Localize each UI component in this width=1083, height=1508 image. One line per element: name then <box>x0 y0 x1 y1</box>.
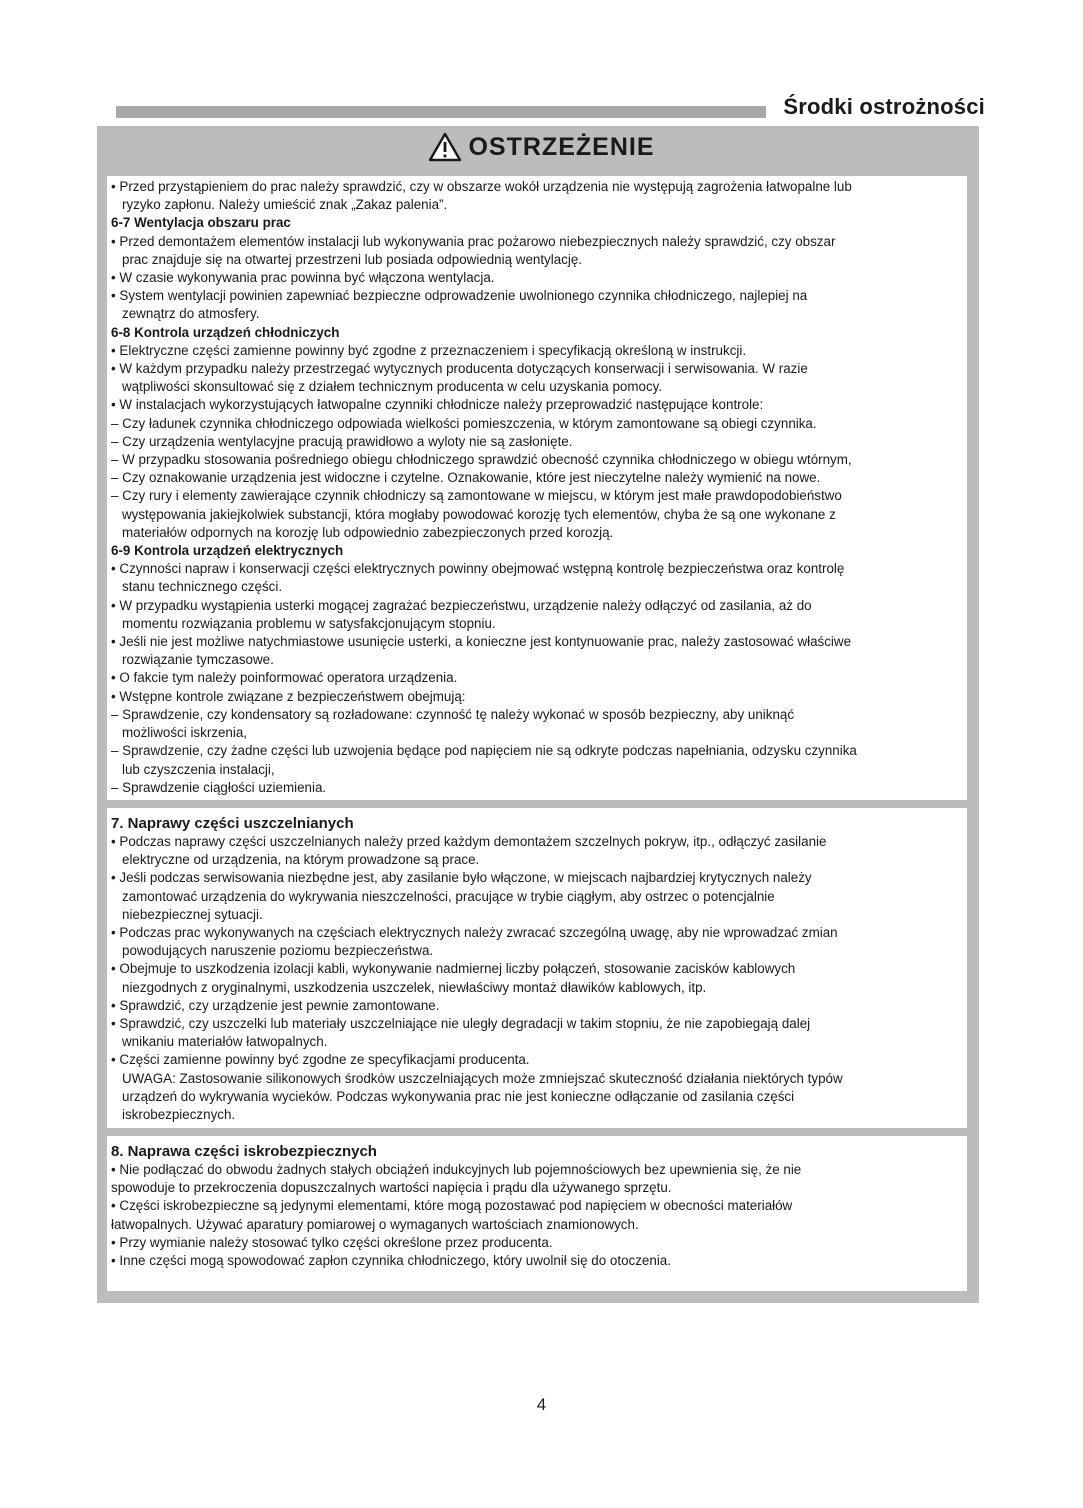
subsection-heading: 6-9 Kontrola urządzeń elektrycznych <box>111 543 344 559</box>
text-line: – Czy urządzenia wentylacyjne pracują prawidłowo a wyloty nie są zasłonięte. <box>111 433 573 449</box>
text-line: • Jeśli nie jest możliwe natychmiastowe usunięcie usterki, a konieczne jest kontynuowanie prac, należy zastosować właściwe <box>111 634 852 650</box>
text-line: • Jeśli podczas serwisowania niezbędne jest, aby zasilanie było włączone, w miejscach najbardziej krytycznych należy <box>111 870 812 886</box>
text-line-continued: zewnątrz do atmosfery. <box>122 306 260 322</box>
text-line: – Sprawdzenie, czy żadne części lub uzwojenia będące pod napięciem nie są odkryte podczas napełniania, odzysku czynnika <box>111 743 857 759</box>
text-line: • Podczas naprawy części uszczelnianych należy przed każdym demontażem szczelnych pokryw, itp., odłączyć zasilanie <box>111 834 827 849</box>
text-line: • Przed demontażem elementów instalacji lub wykonywania prac pożarowo niebezpiecznych należy sprawdzić, czy obszar <box>111 233 836 249</box>
warning-header <box>0 132 1083 176</box>
text-line: • O fakcie tym należy poinformować operatora urządzenia. <box>111 670 458 686</box>
text-line-continued: zamontować urządzenia do wykrywania nieszczelności, pracujące w trybie ciągłym, aby ostrzec o potencjalnie <box>122 888 775 904</box>
text-line-continued: ryzyko zapłonu. Należy umieścić znak „Zakaz palenia”. <box>122 197 448 213</box>
text-line: • Części zamienne powinny być zgodne ze specyfikacjami producenta. <box>111 1052 530 1068</box>
text-line-continued: urządzeń do wykrywania wycieków. Podczas wykonywania prac nie jest konieczne odłączanie od zasilania części <box>122 1088 795 1104</box>
header-rule <box>116 106 766 118</box>
subsection-heading: 6-7 Wentylacja obszaru prac <box>111 215 291 231</box>
panel-section-7 <box>107 808 967 1128</box>
panel-section-8 <box>107 1136 967 1291</box>
text-line-continued: stanu technicznego części. <box>122 579 283 595</box>
subsection-heading: 6-8 Kontrola urządzeń chłodniczych <box>111 324 340 340</box>
text-line: spowoduje to przekroczenia dopuszczalnych wartości napięcia i prądu dla używanego sprzętu. <box>111 1180 672 1196</box>
text-line-continued: powodujących naruszenie poziomu bezpieczeństwa. <box>122 943 434 959</box>
text-line-continued: wątpliwości skonsultować się z działem technicznym producenta w celu uzyskania pomocy. <box>122 379 663 395</box>
text-line: • Czynności napraw i konserwacji części elektrycznych powinny obejmować wstępną kontrolę bezpieczeństwa oraz kontrolę <box>111 561 845 577</box>
text-line-continued: elektryczne od urządzenia, na którym prowadzone są prace. <box>122 852 480 868</box>
text-line: – Sprawdzenie ciągłości uziemienia. <box>111 779 327 795</box>
text-line: • Nie podłączać do obwodu żadnych stałych obciążeń indukcyjnych lub pojemnościowych bez upewnienia się, że nie <box>111 1162 802 1177</box>
text-line: łatwopalnych. Używać aparatury pomiarowej o wymaganych wartościach znamionowych. <box>111 1216 639 1232</box>
text-line: • Sprawdzić, czy uszczelki lub materiały uszczelniające nie uległy degradacji w takim stopniu, że nie zapobiegają dalej <box>111 1016 811 1032</box>
text-line: • Podczas prac wykonywanych na częściach elektrycznych należy zwracać szczególną uwagę, aby nie wprowadzać zmian <box>111 925 838 941</box>
text-line-continued: niezgodnych z oryginalnymi, uszkodzenia uszczelek, niewłaściwy montaż dławików kablowych, itp. <box>122 979 707 995</box>
text-line: • Elektryczne części zamienne powinny być zgodne z przeznaczeniem i specyfikacją określoną w instrukcji. <box>111 342 747 358</box>
text-line: • Inne części mogą spowodować zapłon czynnika chłodniczego, który uwolnił się do otoczenia. <box>111 1253 671 1269</box>
text-line-continued: występowania jakiejkolwiek substancji, która mogłaby powodować korozję tych elementów, chyba że są one wykonane z <box>122 506 836 522</box>
text-line: • Przed przystąpieniem do prac należy sprawdzić, czy w obszarze wokół urządzenia nie występują zagrożenia łatwopalne lub <box>111 179 852 194</box>
panel-section-6 <box>107 176 967 800</box>
text-line: – Czy oznakowanie urządzenia jest widoczne i czytelne. Oznakowanie, które jest nieczytelne należy wymienić na nowe. <box>111 470 821 486</box>
text-line: – Czy rury i elementy zawierające czynnik chłodniczy są zamontowane w miejscu, w którym jest małe prawdopodobieństwo <box>111 488 842 504</box>
text-line-continued: lub czyszczenia instalacji, <box>122 761 275 777</box>
text-line: – Sprawdzenie, czy kondensatory są rozładowane: czynność tę należy wykonać w sposób bezpieczny, aby uniknąć <box>111 706 795 722</box>
text-line: • System wentylacji powinien zapewniać bezpieczne odprowadzenie uwolnionego czynnika chłodniczego, najlepiej na <box>111 288 808 304</box>
text-line: • W przypadku wystąpienia usterki mogącej zagrażać bezpieczeństwu, urządzenie należy odłączyć od zasilania, aż do <box>111 597 812 613</box>
text-line: • Części iskrobezpieczne są jedynymi elementami, które mogą pozostawać pod napięciem w obecności materiałów <box>111 1198 793 1214</box>
text-line-continued: możliwości iskrzenia, <box>122 725 248 741</box>
text-line: • Przy wymianie należy stosować tylko części określone przez producenta. <box>111 1234 553 1250</box>
text-line: • Wstępne kontrole związane z bezpieczeństwem obejmują: <box>111 688 466 704</box>
text-line-continued: momentu rozwiązania problemu w satysfakcjonującym stopniu. <box>122 615 496 631</box>
text-line-continued: prac znajduje się na otwartej przestrzeni lub posiada odpowiednią wentylację. <box>122 251 583 267</box>
text-line-continued: UWAGA: Zastosowanie silikonowych środków uszczelniających może zmniejszać skuteczność działania niektórych typów <box>122 1070 843 1086</box>
page-number: 4 <box>536 1395 547 1414</box>
warning-triangle-icon <box>428 132 462 162</box>
page-section-title: Środki ostrożności <box>783 94 985 119</box>
text-line: – Czy ładunek czynnika chłodniczego odpowiada wielkości pomieszczenia, w którym zamontowane są obiegi czynnika. <box>111 415 817 431</box>
text-line: • W czasie wykonywania prac powinna być włączona wentylacja. <box>111 270 495 286</box>
text-line-continued: materiałów odpornych na korozję lub odpowiednio zabezpieczonych przed korozją. <box>122 524 614 540</box>
text-line-continued: iskrobezpiecznych. <box>122 1107 236 1123</box>
text-line-continued: wnikaniu materiałów łatwopalnych. <box>122 1034 328 1050</box>
text-line-continued: rozwiązanie tymczasowe. <box>122 652 274 668</box>
section-heading: 8. Naprawa części iskrobezpiecznych <box>111 1143 377 1160</box>
section-heading: 7. Naprawy części uszczelnianych <box>111 815 354 832</box>
warning-title: OSTRZEŻENIE <box>468 132 655 161</box>
text-line: – W przypadku stosowania pośredniego obiegu chłodniczego sprawdzić obecność czynnika chłodniczego w obiegu wtórnym, <box>111 452 852 468</box>
text-line-continued: niebezpiecznej sytuacji. <box>122 906 263 922</box>
text-line: • W każdym przypadku należy przestrzegać wytycznych producenta dotyczących konserwacji i serwisowania. W razie <box>111 361 808 377</box>
text-line: • Obejmuje to uszkodzenia izolacji kabli, wykonywanie nadmiernej liczby połączeń, stosowanie zacisków kablowych <box>111 961 796 977</box>
text-line: • Sprawdzić, czy urządzenie jest pewnie zamontowane. <box>111 997 440 1013</box>
text-line: • W instalacjach wykorzystujących łatwopalne czynniki chłodnicze należy przeprowadzić następujące kontrole: <box>111 397 764 413</box>
